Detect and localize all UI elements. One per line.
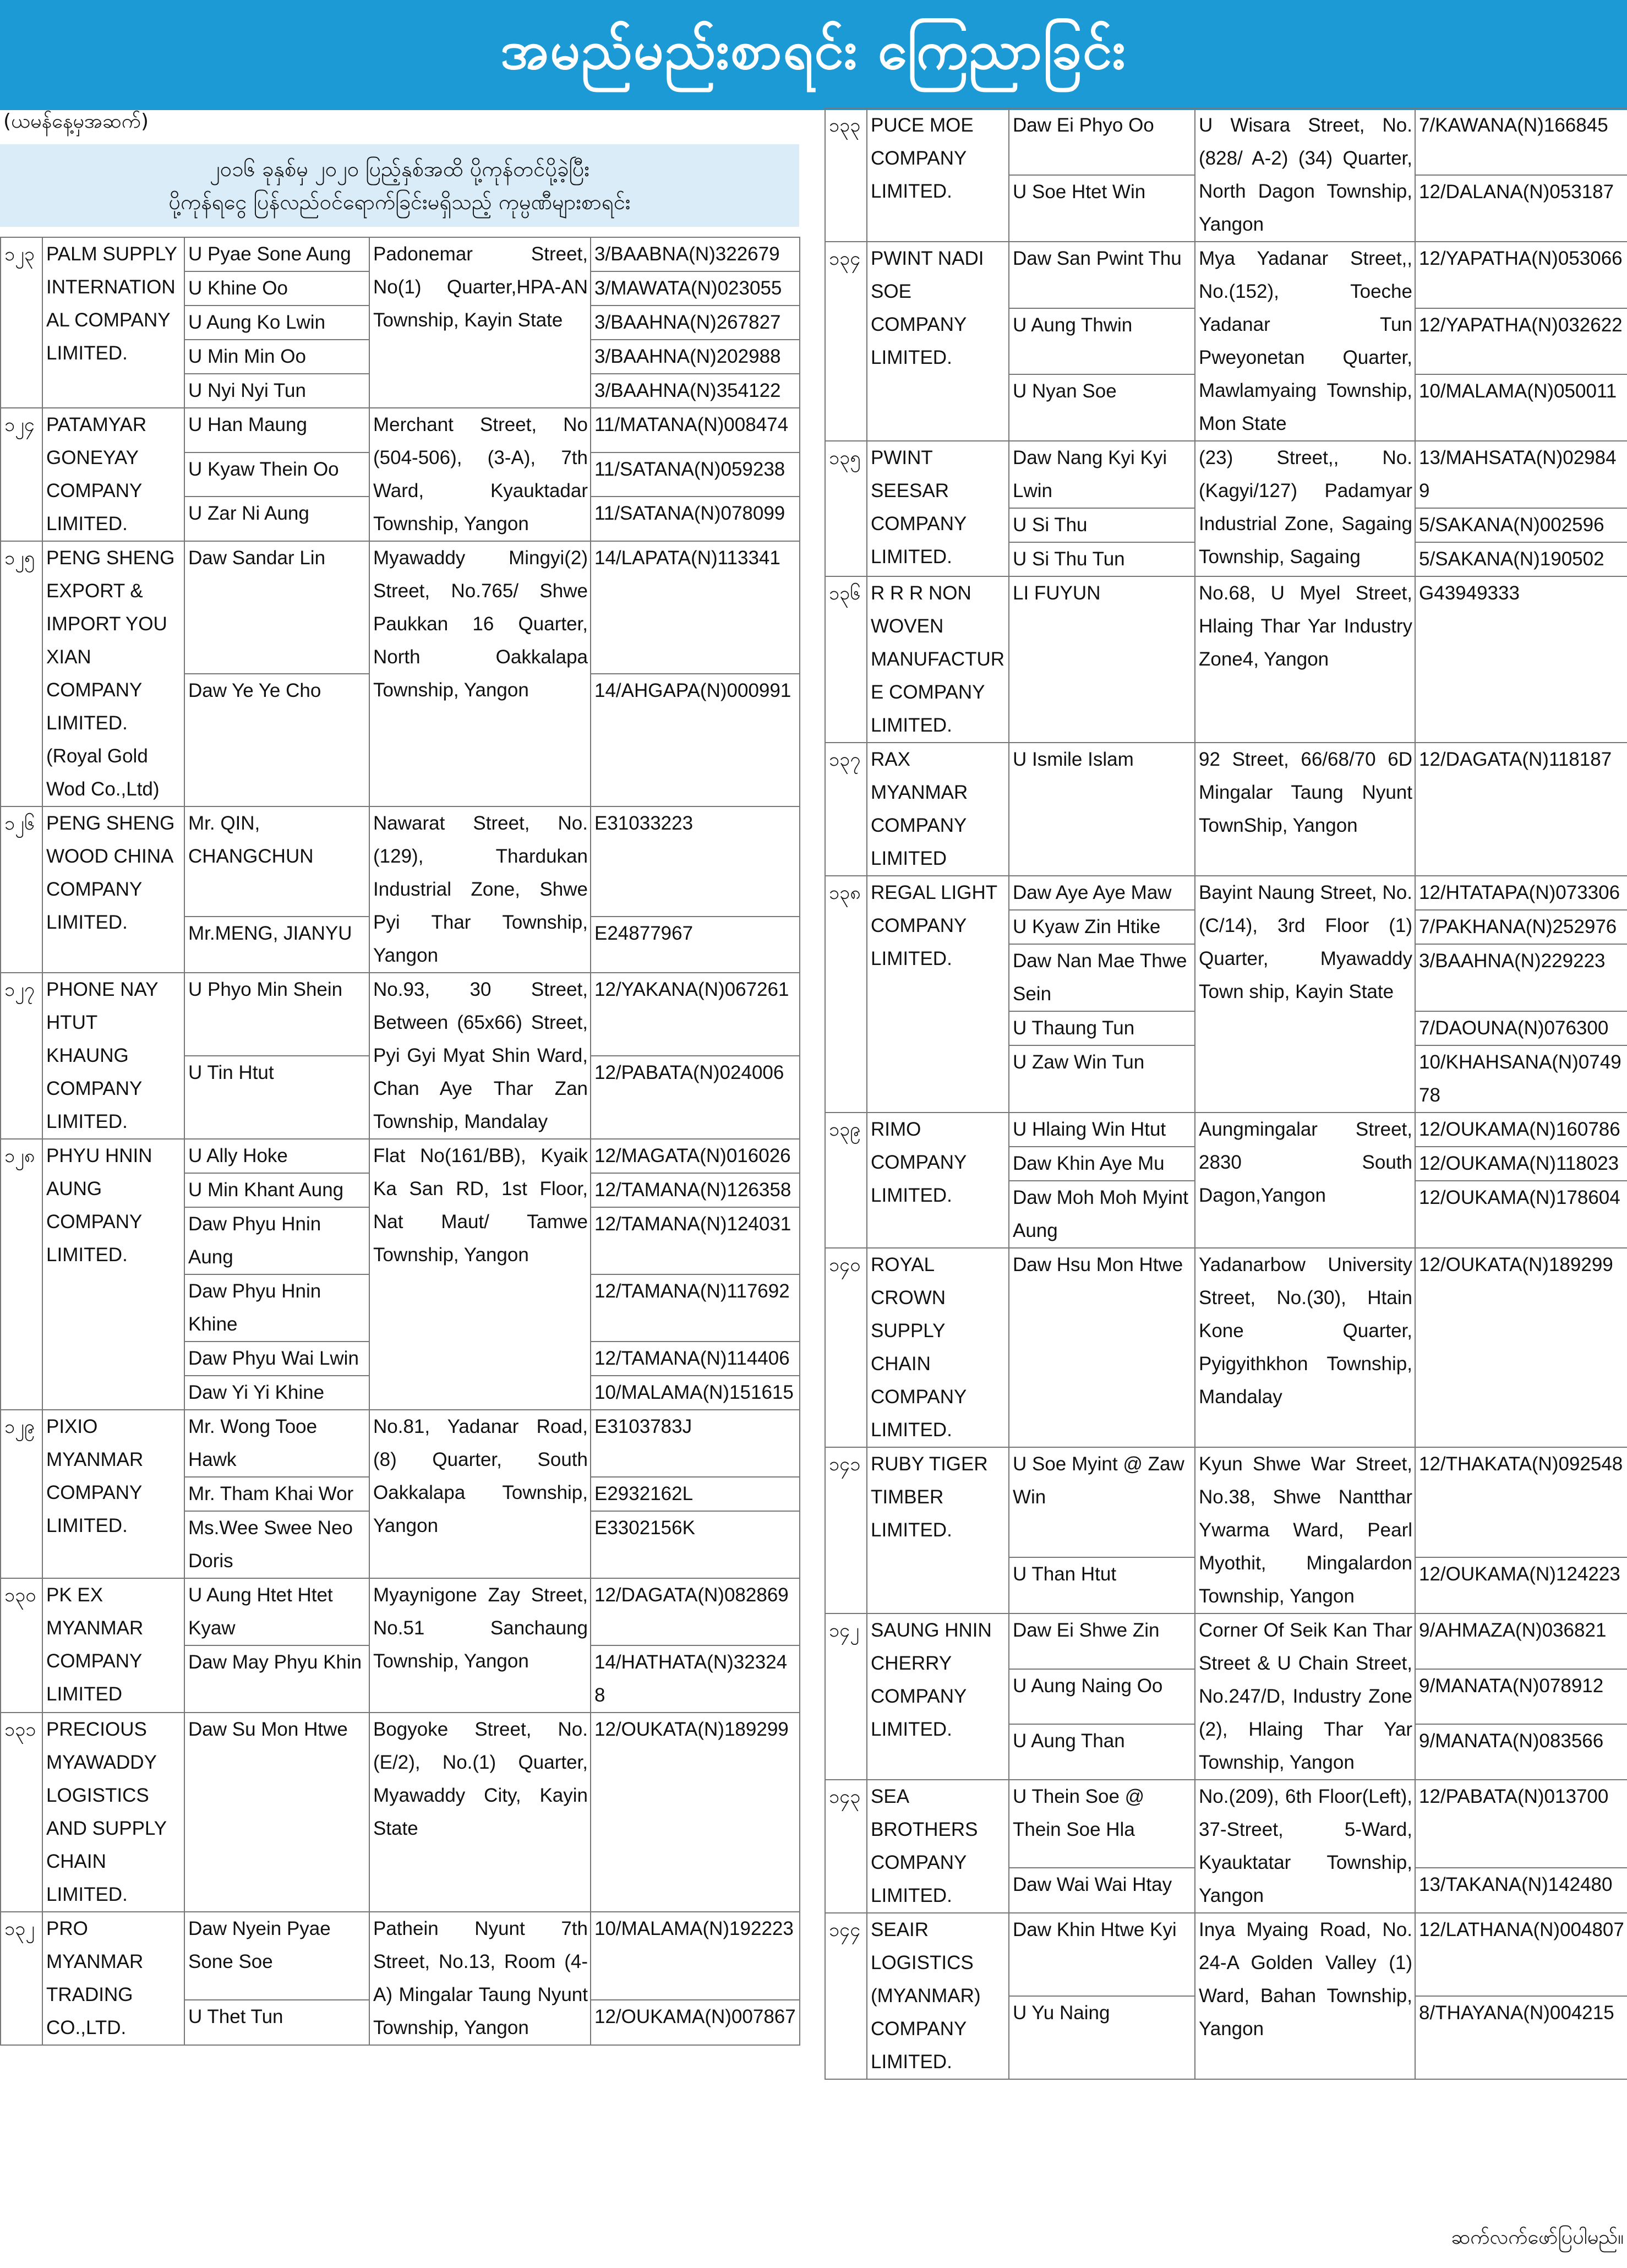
entry-number: ၁၄၁ [825,1447,867,1613]
intro-line-2: ပို့ကုန်ရငွေ ပြန်လည်ဝင်ရောက်ခြင်းမရှိသည့် ကုမ္ပဏီများစာရင်း [168,190,631,214]
id-number: 10/MALAMA(N)050011 [1415,374,1627,441]
id-number: 12/YAPATHA(N)032622 [1415,308,1627,375]
id-number: G43949333 [1415,576,1627,743]
table-row [1,541,800,674]
person-name: Daw Khin Aye Mu [1009,1147,1195,1181]
entry-number: ၁၃၉ [825,1113,867,1248]
table-row [825,242,1627,308]
person-name: U Aung Naing Oo [1009,1669,1195,1725]
company-address: No.68, U Myel Street, Hlaing Thar Yar Industry Zone4, Yangon [1195,576,1415,743]
person-name: U Min Khant Aung [184,1173,369,1207]
person-name: U Nyi Nyi Tun [184,374,369,408]
table-row [1,973,800,1056]
id-number: 12/OUKAMA(N)124223 [1415,1557,1627,1613]
id-number: 12/YAKANA(N)067261 [591,973,800,1056]
company-name: PHYU HNIN AUNG COMPANY LIMITED. [42,1139,184,1410]
person-name: U Aung Than [1009,1724,1195,1780]
id-number: 3/BAAHNA(N)267827 [591,306,800,340]
company-address: No.(209), 6th Floor(Left), 37-Street, 5-Ward, Kyauktatar Township, Yangon [1195,1780,1415,1913]
id-number: 12/THAKATA(N)092548 [1415,1447,1627,1557]
company-address: Yadanarbow University Street, No.(30), Htain Kone Quarter, Pyigyithkhon Township, Mandalay [1195,1248,1415,1447]
entry-number: ၁၃၂ [1,1912,42,2045]
person-name: U Ismile Islam [1009,743,1195,876]
company-address: Inya Myaing Road, No. 24-A Golden Valley (1) Ward, Bahan Township, Yangon [1195,1913,1415,2079]
person-name: Daw Moh Moh Myint Aung [1009,1181,1195,1248]
person-name: Daw Wai Wai Htay [1009,1868,1195,1913]
id-number: 7/DAOUNA(N)076300 [1415,1011,1627,1045]
right-register-table [825,108,1627,2080]
id-number: 12/OUKATA(N)189299 [1415,1248,1627,1447]
entry-number: ၁၄၃ [825,1780,867,1913]
company-name: SAUNG HNIN CHERRY COMPANY LIMITED. [867,1613,1009,1780]
person-name: Daw Hsu Mon Htwe [1009,1248,1195,1447]
table-row [825,441,1627,508]
person-name: LI FUYUN [1009,576,1195,743]
company-address: Merchant Street, No (504-506), (3-A), 7th Ward, Kyauktadar Township, Yangon [369,408,591,541]
person-name: Ms.Wee Swee Neo Doris [184,1511,369,1578]
id-number: 12/TAMANA(N)124031 [591,1207,800,1274]
entry-number: ၁၂၉ [1,1410,42,1578]
person-name: Daw Nang Kyi Kyi Lwin [1009,441,1195,508]
person-name: Daw Nyein Pyae Sone Soe [184,1912,369,2000]
person-name: U Aung Thwin [1009,308,1195,375]
entry-number: ၁၃၃ [825,108,867,242]
company-name: PALM SUPPLY INTERNATIONAL COMPANY LIMITED. [42,237,184,408]
id-number: 12/DALANA(N)053187 [1415,175,1627,242]
company-name: RIMO COMPANY LIMITED. [867,1113,1009,1248]
table-row [825,1447,1627,1557]
table-row [825,1780,1627,1868]
person-name: Daw Nan Mae Thwe Sein [1009,944,1195,1011]
company-address: No.93, 30 Street, Between (65x66) Street, Pyi Gyi Myat Shin Ward, Chan Aye Thar Zan Township, Mandalay [369,973,591,1139]
person-name: Mr.MENG, JIANYU [184,917,369,973]
table-row [1,1713,800,1912]
company-name: PENG SHENG EXPORT & IMPORT YOU XIAN COMPANY LIMITED.(Royal Gold Wod Co.,Ltd) [42,541,184,806]
company-name: RAX MYANMAR COMPANY LIMITED [867,743,1009,876]
person-name: Daw Ye Ye Cho [184,674,369,806]
table-row [1,1912,800,2000]
company-address: Bogyoke Street, No.(E/2), No.(1) Quarter, Myawaddy City, Kayin State [369,1713,591,1912]
person-name: U Phyo Min Shein [184,973,369,1056]
company-name: PWINT NADI SOE COMPANY LIMITED. [867,242,1009,441]
id-number: 3/BAAHNA(N)229223 [1415,944,1627,1011]
footer-continued-note: ဆက်လက်ဖော်ပြပါမည်။ [1451,2226,1624,2249]
person-name: U Aung Ko Lwin [184,306,369,340]
table-row [825,1113,1627,1147]
company-name: SEAIR LOGISTICS (MYANMAR) COMPANY LIMITED. [867,1913,1009,2079]
person-name: U Min Min Oo [184,340,369,374]
person-name: Mr. QIN, CHANGCHUN [184,806,369,917]
id-number: 12/YAPATHA(N)053066 [1415,242,1627,308]
person-name: Daw Phyu Wai Lwin [184,1342,369,1376]
person-name: U Yu Naing [1009,1996,1195,2079]
person-name: U Soe Myint @ Zaw Win [1009,1447,1195,1557]
id-number: 12/DAGATA(N)118187 [1415,743,1627,876]
company-address: Aungmingalar Street, 2830 South Dagon,Yangon [1195,1113,1415,1248]
id-number: 12/OUKAMA(N)007867 [591,2000,800,2045]
intro-line-1: ၂၀၁၆ ခုနှစ်မှ ၂၀၂၀ ပြည့်နှစ်အထိ ပို့ကုန်တင်ပို့ခဲ့ပြီး [209,157,590,181]
id-number: 3/BAABNA(N)322679 [591,237,800,271]
entry-number: ၁၂၄ [1,408,42,541]
person-name: Mr. Wong Tooe Hawk [184,1410,369,1477]
company-address: 92 Street, 66/68/70 6D Mingalar Taung Nyunt TownShip, Yangon [1195,743,1415,876]
company-name: PATAMYAR GONEYAY COMPANY LIMITED. [42,408,184,541]
person-name: U Han Maung [184,408,369,452]
left-register-table [0,237,800,2046]
id-number: 11/SATANA(N)078099 [591,497,800,541]
id-number: 12/TAMANA(N)126358 [591,1173,800,1207]
entry-number: ၁၂၆ [1,806,42,973]
company-address: Padonemar Street, No(1) Quarter,HPA-AN Township, Kayin State [369,237,591,408]
entry-number: ၁၃၈ [825,876,867,1113]
person-name: U Si Thu [1009,508,1195,542]
person-name: U Aung Htet Htet Kyaw [184,1578,369,1645]
company-name: PWINT SEESAR COMPANY LIMITED. [867,441,1009,576]
id-number: 12/OUKAMA(N)178604 [1415,1181,1627,1248]
person-name: U Khine Oo [184,271,369,306]
person-name: U Nyan Soe [1009,374,1195,441]
entry-number: ၁၃၁ [1,1713,42,1912]
person-name: Daw Sandar Lin [184,541,369,674]
id-number: 10/MALAMA(N)192223 [591,1912,800,2000]
company-name: ROYAL CROWN SUPPLY CHAIN COMPANY LIMITED. [867,1248,1009,1447]
id-number: 12/OUKATA(N)189299 [591,1713,800,1912]
company-name: PK EX MYANMAR COMPANY LIMITED [42,1578,184,1713]
company-address: No.81, Yadanar Road, (8) Quarter, South Oakkalapa Township, Yangon [369,1410,591,1578]
id-number: E31033223 [591,806,800,917]
person-name: Daw May Phyu Khin [184,1645,369,1713]
person-name: U Zaw Win Tun [1009,1045,1195,1113]
id-number: 12/PABATA(N)013700 [1415,1780,1627,1868]
person-name: Daw Aye Aye Maw [1009,876,1195,910]
company-address: Myaynigone Zay Street, No.51 Sanchaung Township, Yangon [369,1578,591,1713]
company-address: Pathein Nyunt 7th Street, No.13, Room (4-A) Mingalar Taung Nyunt Township, Yangon [369,1912,591,2045]
page-banner-title: အမည်မည်းစာရင်း ကြေညာခြင်း [0,0,1627,110]
company-name: PUCE MOE COMPANY LIMITED. [867,108,1009,242]
entry-number: ၁၃၇ [825,743,867,876]
table-row [825,743,1627,876]
entry-number: ၁၃၅ [825,441,867,576]
id-number: 14/LAPATA(N)113341 [591,541,800,674]
id-number: 9/MANATA(N)078912 [1415,1669,1627,1725]
company-name: SEA BROTHERS COMPANY LIMITED. [867,1780,1009,1913]
id-number: 3/BAAHNA(N)354122 [591,374,800,408]
id-number: E2932162L [591,1477,800,1511]
person-name: U Soe Htet Win [1009,175,1195,242]
id-number: E3302156K [591,1511,800,1578]
table-row [825,108,1627,175]
entry-number: ၁၃၄ [825,242,867,441]
person-name: U Thein Soe @ Thein Soe Hla [1009,1780,1195,1868]
id-number: 12/OUKAMA(N)160786 [1415,1113,1627,1147]
continued-note: (ယမန်နေ့မှအဆက်) [3,110,149,133]
entry-number: ၁၃၆ [825,576,867,743]
person-name: U Kyaw Zin Htike [1009,910,1195,944]
person-name: Daw Khin Htwe Kyi [1009,1913,1195,1996]
person-name: Daw Su Mon Htwe [184,1713,369,1912]
person-name: Mr. Tham Khai Wor [184,1477,369,1511]
person-name: U Hlaing Win Htut [1009,1113,1195,1147]
company-name: RUBY TIGER TIMBER LIMITED. [867,1447,1009,1613]
person-name: U Pyae Sone Aung [184,237,369,271]
company-name: PIXIO MYANMAR COMPANY LIMITED. [42,1410,184,1578]
company-address: Corner Of Seik Kan Thar Street & U Chain Street, No.247/D, Industry Zone (2), Hlaing Thar Yar Township, Yangon [1195,1613,1415,1780]
id-number: 10/MALAMA(N)151615 [591,1376,800,1410]
company-address: Nawarat Street, No. (129), Thardukan Industrial Zone, Shwe Pyi Thar Township, Yangon [369,806,591,973]
company-name: R R R NON WOVEN MANUFACTURE COMPANY LIMITED. [867,576,1009,743]
person-name: Daw Ei Shwe Zin [1009,1613,1195,1669]
id-number: 10/KHAHSANA(N)074978 [1415,1045,1627,1113]
id-number: 5/SAKANA(N)190502 [1415,542,1627,576]
person-name: U Thet Tun [184,2000,369,2045]
table-row [825,576,1627,743]
table-row [1,237,800,271]
table-row [1,1410,800,1477]
company-name: PRO MYANMAR TRADING CO.,LTD. [42,1912,184,2045]
entry-number: ၁၂၈ [1,1139,42,1410]
entry-number: ၁၂၃ [1,237,42,408]
id-number: E3103783J [591,1410,800,1477]
person-name: U Than Htut [1009,1557,1195,1613]
table-row [825,876,1627,910]
company-address: Flat No(161/BB), Kyaik Ka San RD, 1st Floor, Nat Maut/ Tamwe Township, Yangon [369,1139,591,1410]
table-row [1,1578,800,1645]
id-number: 13/MAHSATA(N)029849 [1415,441,1627,508]
entry-number: ၁၄၄ [825,1913,867,2079]
table-row [1,806,800,917]
person-name: U Zar Ni Aung [184,497,369,541]
person-name: U Ally Hoke [184,1139,369,1173]
person-name: Daw San Pwint Thu [1009,242,1195,308]
entry-number: ၁၄၂ [825,1613,867,1780]
company-address: (23) Street,, No.(Kagyi/127) Padamyar Industrial Zone, Sagaing Township, Sagaing [1195,441,1415,576]
id-number: 5/SAKANA(N)002596 [1415,508,1627,542]
entry-number: ၁၄၀ [825,1248,867,1447]
id-number: 3/MAWATA(N)023055 [591,271,800,306]
id-number: 11/MATANA(N)008474 [591,408,800,452]
intro-box [0,144,799,227]
company-address: Bayint Naung Street, No.(C/14), 3rd Floor (1) Quarter, Myawaddy Town ship, Kayin State [1195,876,1415,1113]
id-number: 12/TAMANA(N)114406 [591,1342,800,1376]
company-name: PENG SHENG WOOD CHINA COMPANY LIMITED. [42,806,184,973]
table-row [825,1248,1627,1447]
table-row [825,1613,1627,1669]
id-number: 12/HTATAPA(N)073306 [1415,876,1627,910]
table-row [1,1139,800,1173]
person-name: Daw Phyu Hnin Khine [184,1274,369,1342]
company-address: U Wisara Street, No. (828/ A-2) (34) Quarter, North Dagon Township, Yangon [1195,108,1415,242]
id-number: 12/LATHANA(N)004807 [1415,1913,1627,1996]
id-number: 13/TAKANA(N)142480 [1415,1868,1627,1913]
person-name: U Kyaw Thein Oo [184,452,369,497]
company-name: PRECIOUS MYAWADDY LOGISTICS AND SUPPLY CHAIN LIMITED. [42,1713,184,1912]
id-number: E24877967 [591,917,800,973]
table-row [1,408,800,452]
company-address: Mya Yadanar Street,, No.(152), Toeche Yadanar Tun Pweyonetan Quarter, Mawlamyaing Township, Mon State [1195,242,1415,441]
person-name: Daw Phyu Hnin Aung [184,1207,369,1274]
id-number: 12/PABATA(N)024006 [591,1056,800,1139]
entry-number: ၁၃၀ [1,1578,42,1713]
id-number: 8/THAYANA(N)004215 [1415,1996,1627,2079]
id-number: 9/AHMAZA(N)036821 [1415,1613,1627,1669]
id-number: 11/SATANA(N)059238 [591,452,800,497]
id-number: 12/OUKAMA(N)118023 [1415,1147,1627,1181]
id-number: 9/MANATA(N)083566 [1415,1724,1627,1780]
company-address: Kyun Shwe War Street, No.38, Shwe Nantthar Ywarma Ward, Pearl Myothit, Mingalardon Township, Yangon [1195,1447,1415,1613]
person-name: U Thaung Tun [1009,1011,1195,1045]
id-number: 7/KAWANA(N)166845 [1415,108,1627,175]
person-name: Daw Ei Phyo Oo [1009,108,1195,175]
company-name: PHONE NAY HTUT KHAUNG COMPANY LIMITED. [42,973,184,1139]
id-number: 3/BAAHNA(N)202988 [591,340,800,374]
id-number: 7/PAKHANA(N)252976 [1415,910,1627,944]
table-row [825,1913,1627,1996]
id-number: 12/MAGATA(N)016026 [591,1139,800,1173]
company-name: REGAL LIGHT COMPANY LIMITED. [867,876,1009,1113]
id-number: 12/DAGATA(N)082869 [591,1578,800,1645]
id-number: 14/AHGAPA(N)000991 [591,674,800,806]
person-name: Daw Yi Yi Khine [184,1376,369,1410]
id-number: 14/HATHATA(N)323248 [591,1645,800,1713]
person-name: U Si Thu Tun [1009,542,1195,576]
entry-number: ၁၂၇ [1,973,42,1139]
company-address: Myawaddy Mingyi(2) Street, No.765/ Shwe Paukkan 16 Quarter, North Oakkalapa Township, Yangon [369,541,591,806]
id-number: 12/TAMANA(N)117692 [591,1274,800,1342]
entry-number: ၁၂၅ [1,541,42,806]
person-name: U Tin Htut [184,1056,369,1139]
